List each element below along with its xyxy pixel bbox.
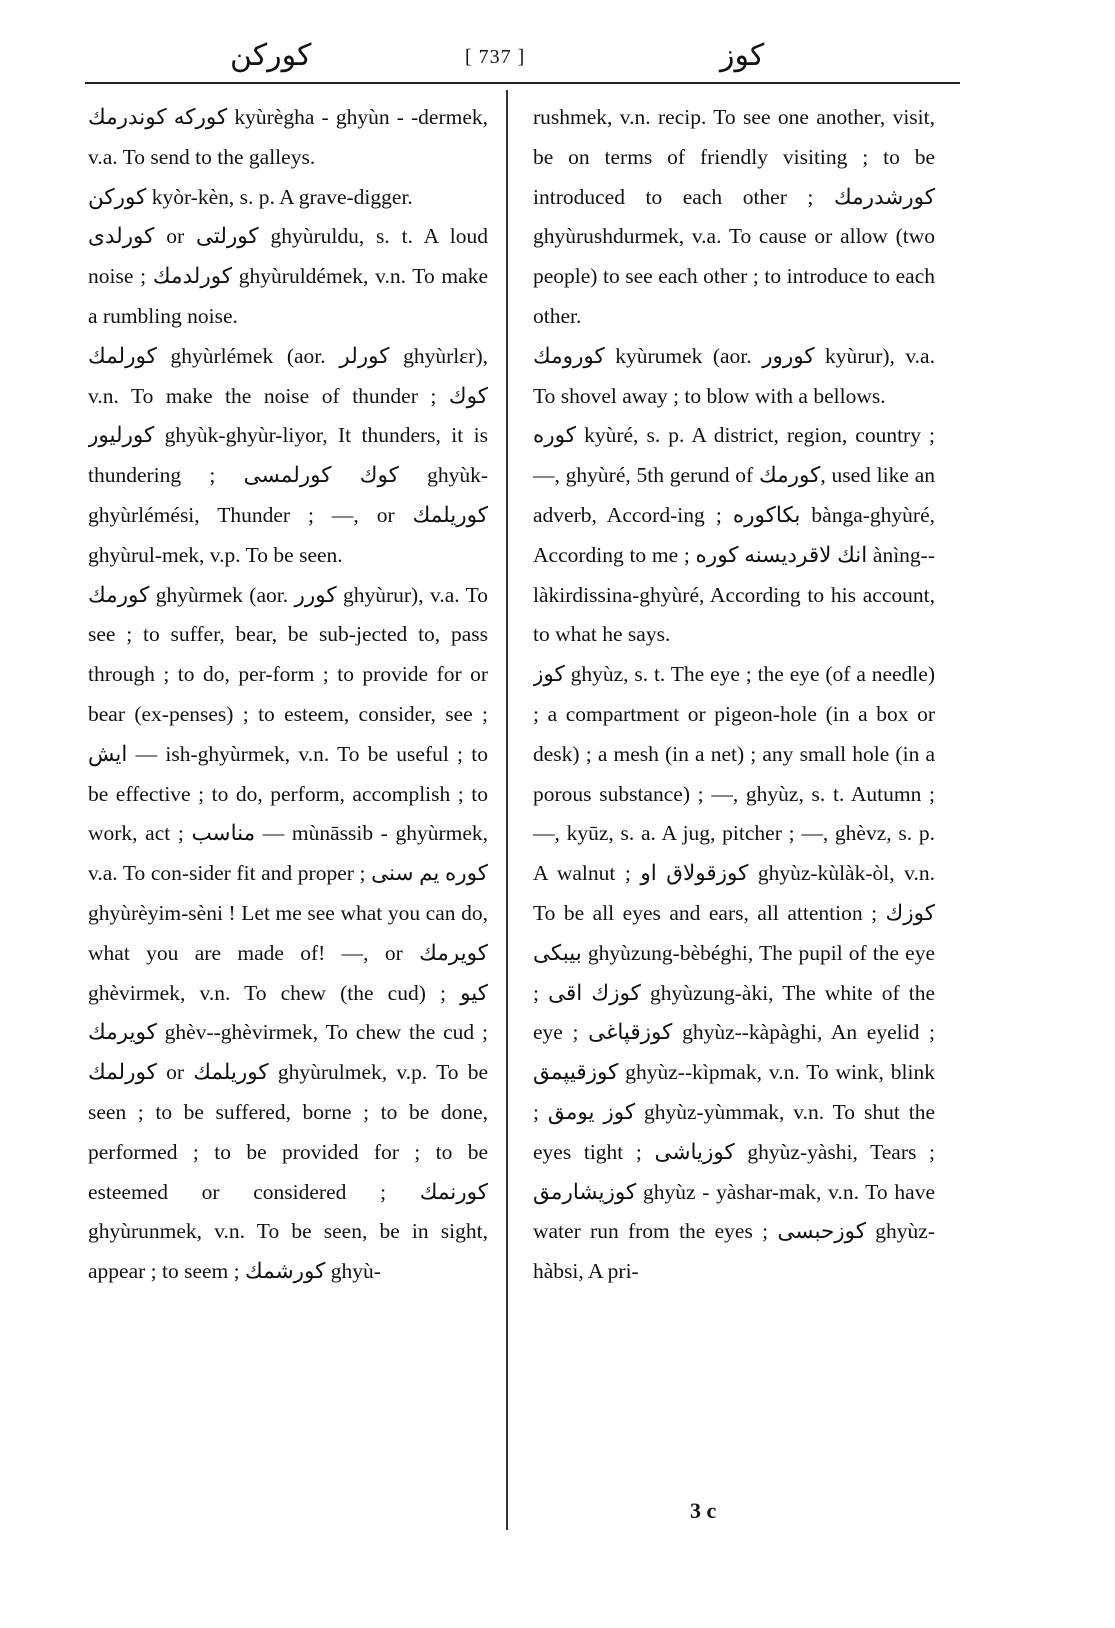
entry-ghyurushmek-cont: rushmek, v.n. recip. To see one another, visit, be on terms of friendly visiting ; to be introduced to each other ; كورشدرمك ghyùrushdurmek, v.a. To cause or allow (two people) to see each other ; to introduce to each other.: [533, 105, 935, 328]
page-header: [80, 34, 960, 84]
header-right-word: كوز: [720, 39, 765, 72]
entry-kyorken: كوركن kyòr-kèn, s. p. A grave-digger.: [88, 184, 413, 209]
entry-ghyurlemek: كورلمك ghyùrlémek (aor. كورلر ghyùrlɛr), v.n. To make the noise of thunder ; كوك كورليور ghyùk-ghyùr-liyor, It thunders, it is thundering ; كوك كورلمسى ghyùk-ghyùrlémési, Thunder ; —, or كوريلمك ghyùrul-mek, v.p. To be seen.: [88, 343, 488, 567]
header-rule: [85, 82, 960, 84]
entry-kyuregha: كوركه كوندرمك kyùrègha - ghyùn - -dermek, v.a. To send to the galleys.: [88, 105, 488, 169]
entry-kyure: كوره kyùré, s. p. A district, region, country ; —, ghyùré, 5th gerund of كورمك, used like an adverb, Accord-ing ; بكاكوره bànga-ghyùré, According to me ; انك لاقرديسنه كوره ànìng--làkirdissina-ghyùré, According to his account, to what he says.: [533, 423, 935, 647]
signature-mark: 3 c: [690, 1498, 717, 1523]
entry-ghyuruldu: كورلدى or كورلتى ghyùruldu, s. t. A loud noise ; كورلدمك ghyùruldémek, v.n. To make a rumbling noise.: [88, 224, 488, 328]
header-left-word: كورکن: [230, 39, 312, 72]
left-column: [88, 98, 488, 1292]
entry-ghyuz: كوز ghyùz, s. t. The eye ; the eye (of a needle) ; a compartment or pigeon-hole (in a box or desk) ; a mesh (in a net) ; any small hole (in a porous substance) ; —, ghyùz, s. t. Autumn ; —, kyūz, s. a. A jug, pitcher ; —, ghèvz, s. p. A walnut ; كوزقولاق او ghyùz-kùlàk-òl, v.n. To be all eyes and ears, all attention ; كوزك بيبكى ghyùzung-bèbéghi, The pupil of the eye ; كوزك اقى ghyùzung-àki, The white of the eye ; كوزقپاغى ghyùz--kàpàghi, An eyelid ; كوزقيپمق ghyùz--kìpmak, v.n. To wink, blink ; كوز يومق ghyùz-yùmmak, v.n. To shut the eyes tight ; كوزياشى ghyùz-yàshi, Tears ; كوزيشارمق ghyùz - yàshar-mak, v.n. To have water run from the eyes ; كوزحبسى ghyùz-hàbsi, A pri-: [533, 662, 935, 1284]
page-number: [ 737 ]: [465, 46, 526, 68]
right-column: [533, 98, 935, 1292]
column-divider: [506, 90, 508, 1530]
entry-kyurumek: كورومك kyùrumek (aor. كورور kyùrur), v.a. To shovel away ; to blow with a bellows.: [533, 343, 935, 408]
entry-ghyurmek: كورمك ghyùrmek (aor. كورر ghyùrur), v.a. To see ; to suffer, bear, be sub-jected to, pass through ; to do, per-form ; to provide for or bear (ex-penses) ; to esteem, consider, see ; ايش — ish-ghyùrmek, v.n. To be useful ; to be effective ; to do, perform, accomplish ; to work, act ; مناسب — mùnāssib - ghyùrmek, v.a. To con-sider fit and proper ; كوره يم سنى ghyùrèyim-sèni ! Let me see what you can do, what you are made of! —, or كويرمك ghèvirmek, v.n. To chew (the cud) ; كيو كويرمك ghèv--ghèvirmek, To chew the cud ; كورلمك or كوريلمك ghyùrulmek, v.p. To be seen ; to be suffered, borne ; to be done, performed ; to be provided for ; to be esteemed or considered ; كورنمك ghyùrunmek, v.n. To be seen, be in sight, appear ; to seem ; كورشمك ghyù-: [88, 582, 488, 1284]
